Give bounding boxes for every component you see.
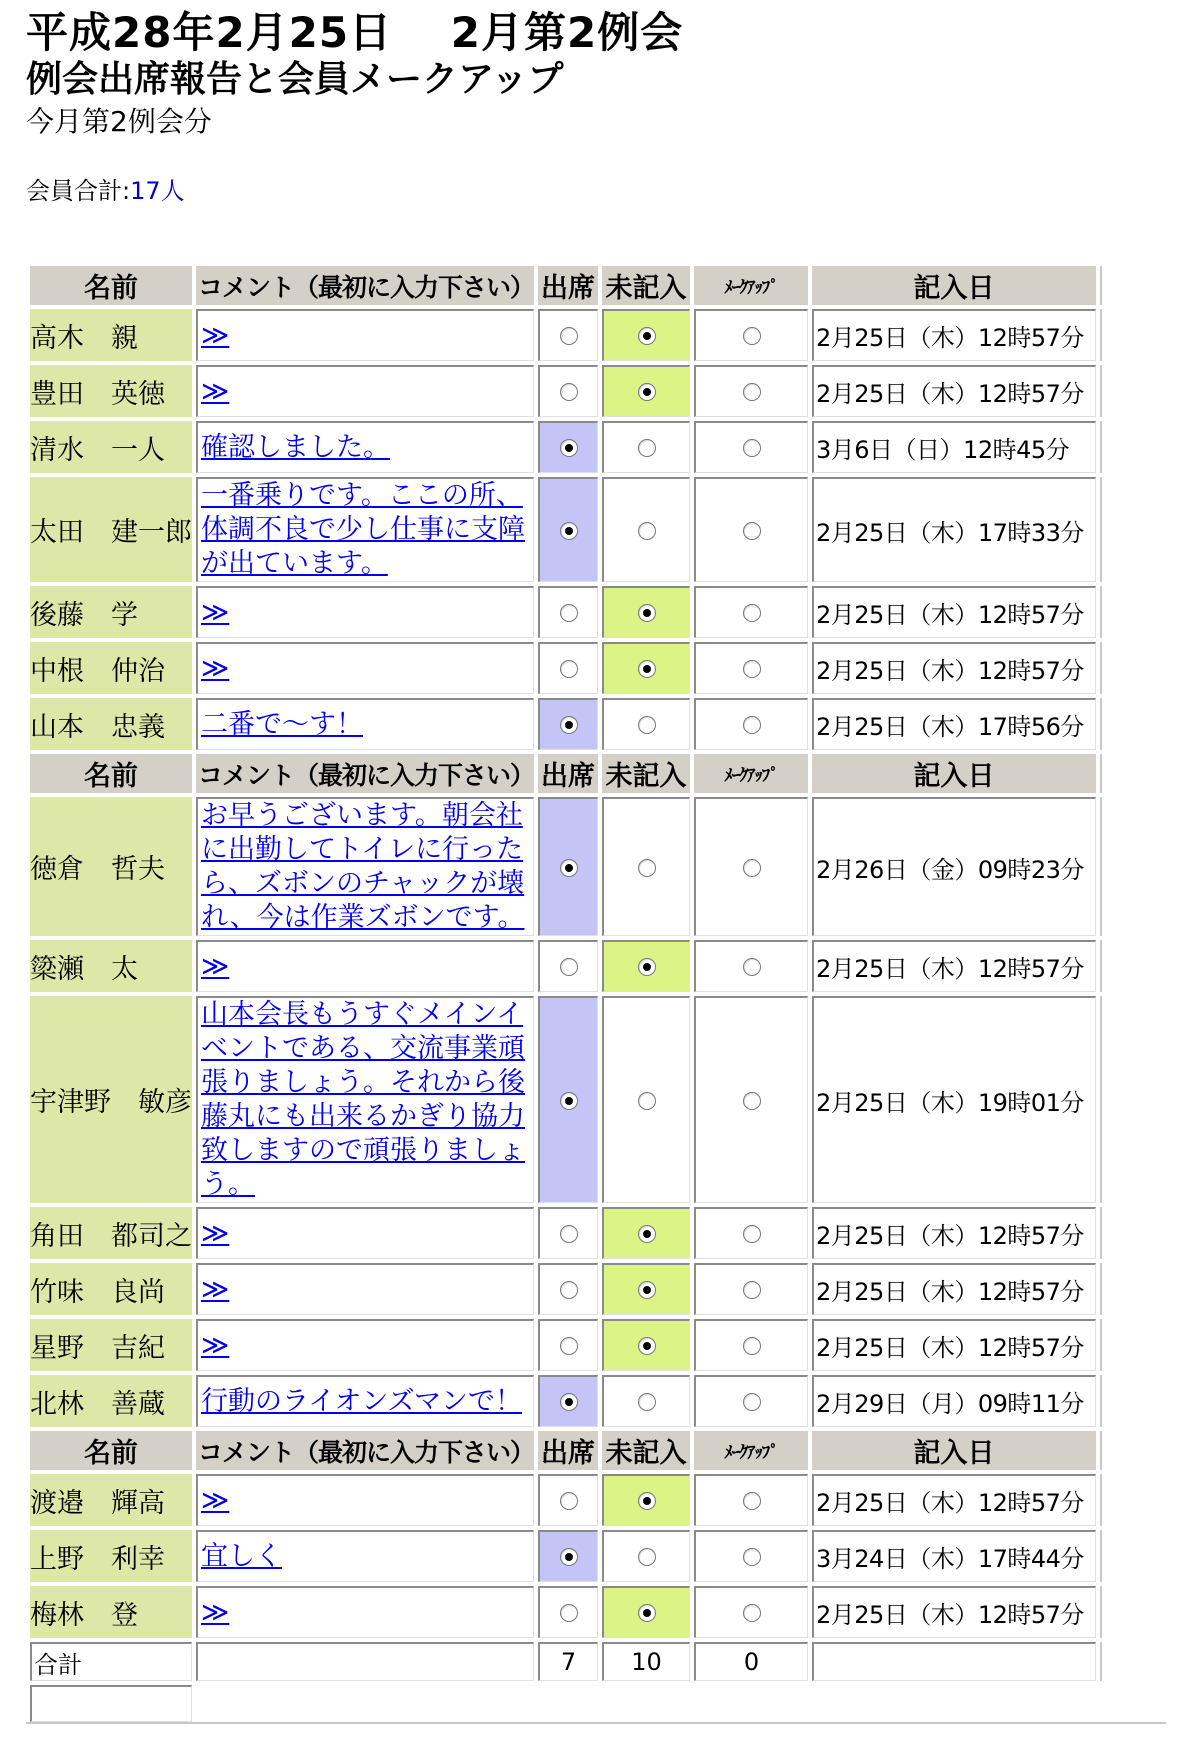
member-name: 梅林 登	[30, 1586, 192, 1638]
header-attend: 出席	[538, 754, 598, 793]
makeup-cell	[694, 642, 808, 694]
member-row	[30, 309, 1106, 361]
unrecorded-radio[interactable]	[638, 327, 656, 345]
comment-cell	[196, 309, 534, 361]
member-name: 北林 善蔵	[30, 1375, 192, 1427]
header-date: 記入日	[812, 266, 1096, 305]
makeup-radio[interactable]	[743, 1492, 761, 1510]
member-name: 山本 忠義	[30, 698, 192, 750]
page-title: 平成28年2月25日 2月第2例会	[26, 8, 684, 57]
unrecorded-cell	[602, 309, 690, 361]
attend-cell	[538, 365, 598, 417]
entry-date: 2月25日（木）12時57分	[812, 365, 1096, 417]
header-unrecorded: 未記入	[602, 754, 690, 793]
comment-link[interactable]: ≫	[201, 375, 230, 407]
comment-link[interactable]: 二番で～す！	[201, 708, 363, 740]
member-row	[30, 477, 1106, 582]
attend-radio[interactable]	[560, 1092, 578, 1110]
page-subtitle: 例会出席報告と会員メークアップ	[26, 59, 564, 100]
unrecorded-radio[interactable]	[638, 1548, 656, 1566]
entry-date: 2月25日（木）12時57分	[812, 1586, 1096, 1638]
header-unrecorded: 未記入	[602, 1431, 690, 1470]
header-name: 名前	[30, 754, 192, 793]
entry-date: 2月25日（木）12時57分	[812, 1319, 1096, 1371]
makeup-radio[interactable]	[743, 522, 761, 540]
comment-cell	[196, 1207, 534, 1259]
unrecorded-radio[interactable]	[638, 1492, 656, 1510]
comment-cell	[196, 996, 534, 1203]
attend-cell	[538, 1207, 598, 1259]
member-row	[30, 586, 1106, 638]
makeup-radio[interactable]	[743, 327, 761, 345]
totals-label: 合計	[30, 1642, 192, 1681]
makeup-cell	[694, 797, 808, 936]
totals-row	[30, 1642, 1106, 1681]
attend-radio[interactable]	[560, 1225, 578, 1243]
header-end-cell	[1100, 266, 1106, 305]
comment-cell	[196, 940, 534, 992]
comment-link[interactable]: ≫	[201, 950, 230, 982]
bottom-rule	[26, 1722, 1166, 1724]
row-end-cell	[1100, 1263, 1106, 1315]
entry-date: 3月24日（木）17時44分	[812, 1530, 1096, 1582]
unrecorded-radio[interactable]	[638, 604, 656, 622]
makeup-cell	[694, 477, 808, 582]
row-end-cell	[1100, 698, 1106, 750]
member-row	[30, 1319, 1106, 1371]
comment-cell	[196, 477, 534, 582]
comment-cell	[196, 1474, 534, 1526]
member-row	[30, 1586, 1106, 1638]
attend-radio[interactable]	[560, 958, 578, 976]
unrecorded-cell	[602, 1530, 690, 1582]
makeup-cell	[694, 698, 808, 750]
attend-radio[interactable]	[560, 1393, 578, 1411]
member-name: 中根 仲治	[30, 642, 192, 694]
comment-cell	[196, 1319, 534, 1371]
header-name: 名前	[30, 1431, 192, 1470]
unrecorded-radio[interactable]	[638, 1225, 656, 1243]
unrecorded-cell	[602, 586, 690, 638]
row-end-cell	[1100, 996, 1106, 1203]
unrecorded-cell	[602, 940, 690, 992]
makeup-cell	[694, 1474, 808, 1526]
header-makeup: ﾒｰｸｱｯﾌﾟ	[694, 754, 808, 793]
entry-date: 2月25日（木）12時57分	[812, 940, 1096, 992]
totals-date-cell	[812, 1642, 1096, 1681]
comment-link[interactable]: 一番乗りです。ここの所、体調不良で少し仕事に支障が出ています。	[201, 480, 525, 579]
makeup-radio[interactable]	[743, 1092, 761, 1110]
comment-link[interactable]: ≫	[201, 1596, 230, 1628]
row-end-cell	[1100, 477, 1106, 582]
makeup-radio[interactable]	[743, 1548, 761, 1566]
member-row	[30, 1263, 1106, 1315]
footer-input-box[interactable]	[30, 1685, 192, 1722]
member-row	[30, 1375, 1106, 1427]
member-row	[30, 940, 1106, 992]
attend-cell	[538, 996, 598, 1203]
comment-cell	[196, 642, 534, 694]
attend-radio[interactable]	[560, 1337, 578, 1355]
unrecorded-radio[interactable]	[638, 1604, 656, 1622]
section-label: 今月第2例会分	[26, 105, 212, 138]
member-row	[30, 642, 1106, 694]
header-makeup: ﾒｰｸｱｯﾌﾟ	[694, 1431, 808, 1470]
entry-date: 3月6日（日）12時45分	[812, 421, 1096, 473]
comment-link[interactable]: ≫	[201, 596, 230, 628]
row-end-cell	[1100, 1207, 1106, 1259]
entry-date: 2月25日（木）19時01分	[812, 996, 1096, 1203]
makeup-radio[interactable]	[743, 1393, 761, 1411]
unrecorded-cell	[602, 797, 690, 936]
comment-link[interactable]: お早うございます。朝会社に出勤してトイレに行ったら、ズボンのチャックが壊れ、今は作業ズボンです。	[201, 800, 525, 933]
attend-cell	[538, 1319, 598, 1371]
comment-cell	[196, 698, 534, 750]
totals-comment-cell	[196, 1642, 534, 1681]
comment-link[interactable]: ≫	[201, 652, 230, 684]
makeup-radio[interactable]	[743, 1604, 761, 1622]
unrecorded-cell	[602, 642, 690, 694]
unrecorded-radio[interactable]	[638, 716, 656, 734]
totals-unrecorded: 10	[602, 1642, 690, 1681]
comment-cell	[196, 1586, 534, 1638]
comment-cell	[196, 1375, 534, 1427]
member-name: 渡邉 輝高	[30, 1474, 192, 1526]
attend-cell	[538, 1530, 598, 1582]
unrecorded-cell	[602, 477, 690, 582]
unrecorded-cell	[602, 1207, 690, 1259]
attend-radio[interactable]	[560, 604, 578, 622]
header-end-cell	[1100, 1431, 1106, 1470]
attend-cell	[538, 698, 598, 750]
totals-makeup: 0	[694, 1642, 808, 1681]
attend-cell	[538, 797, 598, 936]
comment-link[interactable]: 行動のライオンズマンで！	[201, 1385, 523, 1417]
attend-radio[interactable]	[560, 1281, 578, 1299]
unrecorded-radio[interactable]	[638, 1092, 656, 1110]
member-name: 清水 一人	[30, 421, 192, 473]
header-attend: 出席	[538, 266, 598, 305]
unrecorded-radio[interactable]	[638, 1281, 656, 1299]
unrecorded-radio[interactable]	[638, 522, 656, 540]
row-end-cell	[1100, 586, 1106, 638]
attend-radio[interactable]	[560, 1548, 578, 1566]
entry-date: 2月25日（木）17時33分	[812, 477, 1096, 582]
member-name: 高木 親	[30, 309, 192, 361]
member-total	[26, 176, 185, 206]
makeup-radio[interactable]	[743, 604, 761, 622]
entry-date: 2月25日（木）12時57分	[812, 1474, 1096, 1526]
entry-date: 2月26日（金）09時23分	[812, 797, 1096, 936]
member-row	[30, 996, 1106, 1203]
comment-cell	[196, 365, 534, 417]
row-end-cell	[1100, 1586, 1106, 1638]
row-end-cell	[1100, 309, 1106, 361]
attendance-table	[26, 262, 1110, 1726]
row-end-cell	[1100, 1375, 1106, 1427]
comment-cell	[196, 586, 534, 638]
comment-link[interactable]: ≫	[201, 1484, 230, 1516]
attend-cell	[538, 1375, 598, 1427]
attend-radio[interactable]	[560, 327, 578, 345]
unrecorded-radio[interactable]	[638, 1393, 656, 1411]
attend-cell	[538, 940, 598, 992]
makeup-cell	[694, 1319, 808, 1371]
attend-radio[interactable]	[560, 522, 578, 540]
makeup-radio[interactable]	[743, 1281, 761, 1299]
member-name: 上野 利幸	[30, 1530, 192, 1582]
makeup-cell	[694, 1207, 808, 1259]
entry-date: 2月25日（木）12時57分	[812, 586, 1096, 638]
header-name: 名前	[30, 266, 192, 305]
entry-date: 2月25日（木）12時57分	[812, 642, 1096, 694]
unrecorded-cell	[602, 1375, 690, 1427]
header-comment: コメント（最初に入力下さい）	[196, 266, 534, 305]
entry-date: 2月25日（木）12時57分	[812, 309, 1096, 361]
member-name: 竹味 良尚	[30, 1263, 192, 1315]
row-end-cell	[1100, 797, 1106, 936]
makeup-cell	[694, 1530, 808, 1582]
makeup-radio[interactable]	[743, 958, 761, 976]
unrecorded-cell	[602, 1474, 690, 1526]
comment-cell	[196, 421, 534, 473]
comment-cell	[196, 1530, 534, 1582]
makeup-cell	[694, 1586, 808, 1638]
row-end-cell	[1100, 642, 1106, 694]
makeup-cell	[694, 1375, 808, 1427]
header-row	[30, 266, 1106, 305]
makeup-radio[interactable]	[743, 439, 761, 457]
attend-cell	[538, 309, 598, 361]
header-row	[30, 1431, 1106, 1470]
unrecorded-cell	[602, 996, 690, 1203]
attend-radio[interactable]	[560, 1492, 578, 1510]
header-end-cell	[1100, 754, 1106, 793]
makeup-cell	[694, 940, 808, 992]
row-end-cell	[1100, 1474, 1106, 1526]
member-total-label: 会員合計:	[26, 177, 131, 205]
member-name: 星野 吉紀	[30, 1319, 192, 1371]
attend-cell	[538, 1586, 598, 1638]
makeup-radio[interactable]	[743, 1225, 761, 1243]
makeup-cell	[694, 996, 808, 1203]
makeup-radio[interactable]	[743, 383, 761, 401]
attend-cell	[538, 1263, 598, 1315]
makeup-radio[interactable]	[743, 859, 761, 877]
member-row	[30, 1207, 1106, 1259]
totals-attend: 7	[538, 1642, 598, 1681]
member-name: 角田 都司之	[30, 1207, 192, 1259]
unrecorded-cell	[602, 365, 690, 417]
header-row	[30, 754, 1106, 793]
makeup-cell	[694, 365, 808, 417]
entry-date: 2月25日（木）12時57分	[812, 1263, 1096, 1315]
row-end-cell	[1100, 421, 1106, 473]
makeup-cell	[694, 309, 808, 361]
attend-radio[interactable]	[560, 716, 578, 734]
entry-date: 2月29日（月）09時11分	[812, 1375, 1096, 1427]
member-row	[30, 797, 1106, 936]
makeup-radio[interactable]	[743, 716, 761, 734]
attend-cell	[538, 1474, 598, 1526]
row-end-cell	[1100, 1319, 1106, 1371]
attend-cell	[538, 586, 598, 638]
header-makeup: ﾒｰｸｱｯﾌﾟ	[694, 266, 808, 305]
makeup-cell	[694, 421, 808, 473]
attend-radio[interactable]	[560, 1604, 578, 1622]
member-name: 太田 建一郎	[30, 477, 192, 582]
member-name: 後藤 学	[30, 586, 192, 638]
unrecorded-cell	[602, 698, 690, 750]
comment-link[interactable]: 山本会長もうすぐメインイベントである、交流事業頑張りましょう。それから後藤丸にも出来るかぎり協力致しますので頑張りましょう。	[201, 999, 525, 1200]
comment-link[interactable]: ≫	[201, 1273, 230, 1305]
makeup-cell	[694, 1263, 808, 1315]
makeup-radio[interactable]	[743, 660, 761, 678]
header-date: 記入日	[812, 754, 1096, 793]
header-unrecorded: 未記入	[602, 266, 690, 305]
attend-radio[interactable]	[560, 383, 578, 401]
member-name: 簗瀬 太	[30, 940, 192, 992]
comment-cell	[196, 797, 534, 936]
attend-radio[interactable]	[560, 439, 578, 457]
row-end-cell	[1100, 940, 1106, 992]
member-row	[30, 365, 1106, 417]
unrecorded-cell	[602, 421, 690, 473]
member-name: 宇津野 敏彦	[30, 996, 192, 1203]
entry-date: 2月25日（木）17時56分	[812, 698, 1096, 750]
member-row	[30, 421, 1106, 473]
row-end-cell	[1100, 365, 1106, 417]
member-total-value: 17人	[130, 177, 185, 205]
attend-cell	[538, 421, 598, 473]
attend-radio[interactable]	[560, 660, 578, 678]
unrecorded-radio[interactable]	[638, 660, 656, 678]
unrecorded-radio[interactable]	[638, 383, 656, 401]
attend-cell	[538, 642, 598, 694]
member-row	[30, 698, 1106, 750]
comment-cell	[196, 1263, 534, 1315]
header-comment: コメント（最初に入力下さい）	[196, 754, 534, 793]
row-end-cell	[1100, 1530, 1106, 1582]
makeup-cell	[694, 586, 808, 638]
unrecorded-radio[interactable]	[638, 958, 656, 976]
comment-link[interactable]: 確認しました。	[201, 431, 390, 463]
member-row	[30, 1530, 1106, 1582]
comment-link[interactable]: ≫	[201, 1329, 230, 1361]
footer-row	[30, 1685, 1106, 1722]
comment-link[interactable]: ≫	[201, 319, 230, 351]
header-date: 記入日	[812, 1431, 1096, 1470]
unrecorded-cell	[602, 1319, 690, 1371]
header-attend: 出席	[538, 1431, 598, 1470]
member-name: 豊田 英徳	[30, 365, 192, 417]
unrecorded-cell	[602, 1586, 690, 1638]
makeup-radio[interactable]	[743, 1337, 761, 1355]
attend-radio[interactable]	[560, 859, 578, 877]
unrecorded-radio[interactable]	[638, 859, 656, 877]
header-comment: コメント（最初に入力下さい）	[196, 1431, 534, 1470]
comment-link[interactable]: ≫	[201, 1217, 230, 1249]
attend-cell	[538, 477, 598, 582]
entry-date: 2月25日（木）12時57分	[812, 1207, 1096, 1259]
comment-link[interactable]: 宜しく	[201, 1540, 282, 1572]
member-name: 徳倉 哲夫	[30, 797, 192, 936]
totals-end-cell	[1100, 1642, 1106, 1681]
unrecorded-radio[interactable]	[638, 1337, 656, 1355]
member-row	[30, 1474, 1106, 1526]
unrecorded-cell	[602, 1263, 690, 1315]
unrecorded-radio[interactable]	[638, 439, 656, 457]
